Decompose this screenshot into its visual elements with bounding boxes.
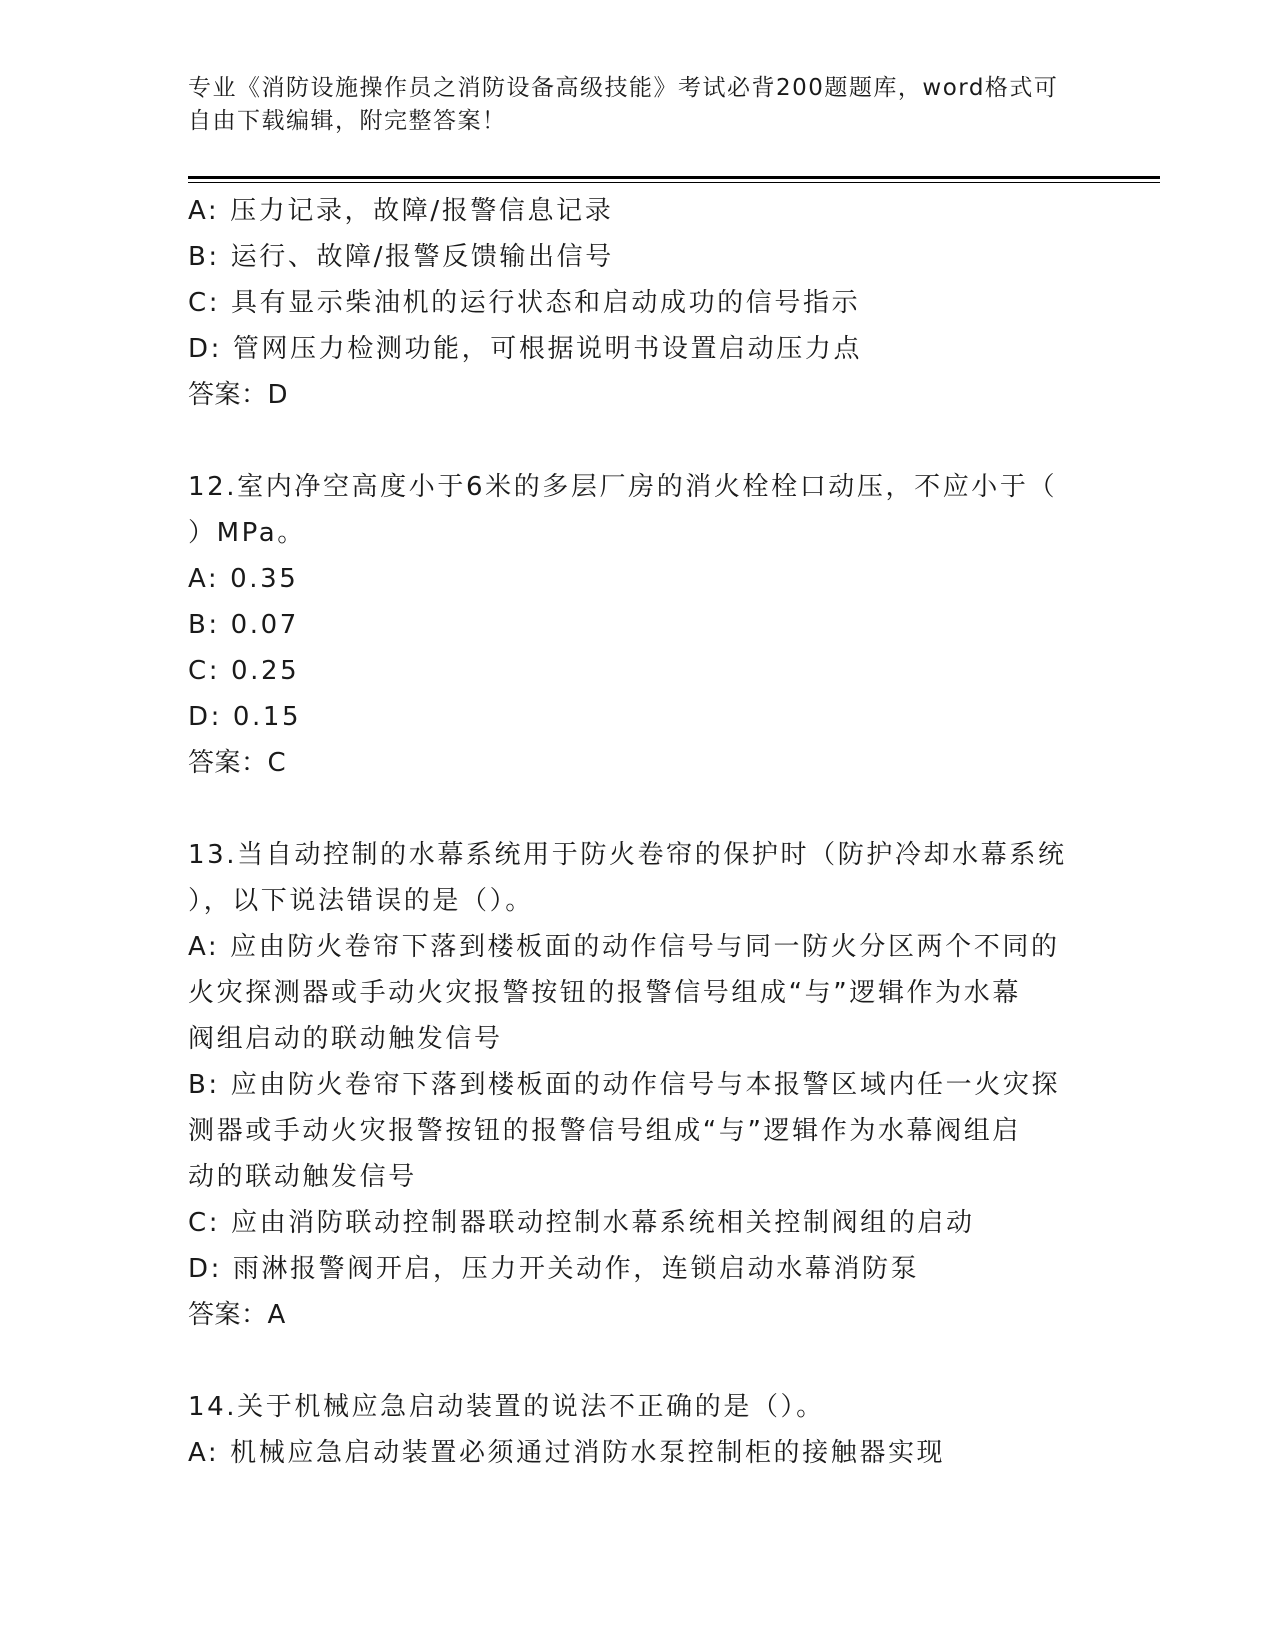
q12-answer: 答案：C	[188, 748, 287, 778]
q13-stem-line-1: 13.当自动控制的水幕系统用于防火卷帘的保护时（防护冷却水幕系统	[188, 840, 1067, 870]
question-14-block	[188, 1384, 1088, 1476]
q12-option-c: C: 0.25	[188, 656, 300, 686]
spacer	[188, 1338, 1088, 1384]
spacer	[188, 418, 1088, 464]
document-header	[188, 72, 1088, 138]
q12-option-d: D: 0.15	[188, 702, 302, 732]
q14-option-a: A: 机械应急启动装置必须通过消防水泵控制柜的接触器实现	[188, 1438, 946, 1468]
question-13-block	[188, 832, 1088, 1338]
header-line-1: 专业《消防设施操作员之消防设备高级技能》考试必背200题题库，word格式可	[188, 75, 1059, 101]
q12-option-b: B: 0.07	[188, 610, 299, 640]
q14-stem: 14.关于机械应急启动装置的说法不正确的是（）。	[188, 1392, 825, 1422]
q13-option-c: C: 应由消防联动控制器联动控制水幕系统相关控制阀组的启动	[188, 1208, 975, 1238]
q13-option-b-line-1: B: 应由防火卷帘下落到楼板面的动作信号与本报警区域内任一火灾探	[188, 1070, 1061, 1100]
q12-stem-line-2: ）MPa。	[188, 518, 306, 548]
q13-answer: 答案：A	[188, 1300, 286, 1330]
q11-answer: 答案：D	[188, 380, 289, 410]
q11-option-b: B: 运行、故障/报警反馈输出信号	[188, 242, 614, 272]
q13-stem-line-2: ），以下说法错误的是（）。	[188, 886, 534, 916]
question-12-block	[188, 464, 1088, 786]
spacer	[188, 786, 1088, 832]
question-11-block	[188, 188, 1088, 418]
q13-option-a-line-3: 阀组启动的联动触发信号	[188, 1024, 503, 1054]
q11-option-d: D: 管网压力检测功能，可根据说明书设置启动压力点	[188, 334, 863, 364]
q12-option-a: A: 0.35	[188, 564, 299, 594]
q13-option-a-line-2: 火灾探测器或手动火灾报警按钮的报警信号组成“与”逻辑作为水幕	[188, 978, 1021, 1008]
q13-option-b-line-3: 动的联动触发信号	[188, 1162, 417, 1192]
q11-option-c: C: 具有显示柴油机的运行状态和启动成功的信号指示	[188, 288, 861, 318]
q13-option-a-line-1: A: 应由防火卷帘下落到楼板面的动作信号与同一防火分区两个不同的	[188, 932, 1060, 962]
header-divider-thick	[188, 176, 1160, 179]
q13-option-d: D: 雨淋报警阀开启，压力开关动作，连锁启动水幕消防泵	[188, 1254, 920, 1284]
q13-option-b-line-2: 测器或手动火灾报警按钮的报警信号组成“与”逻辑作为水幕阀组启	[188, 1116, 1021, 1146]
q12-stem-line-1: 12.室内净空高度小于6米的多层厂房的消火栓栓口动压，不应小于（	[188, 472, 1058, 502]
q11-option-a: A: 压力记录，故障/报警信息记录	[188, 196, 614, 226]
header-line-2: 自由下载编辑，附完整答案！	[188, 108, 507, 134]
question-list	[188, 188, 1088, 1476]
header-divider-thin	[188, 182, 1160, 183]
